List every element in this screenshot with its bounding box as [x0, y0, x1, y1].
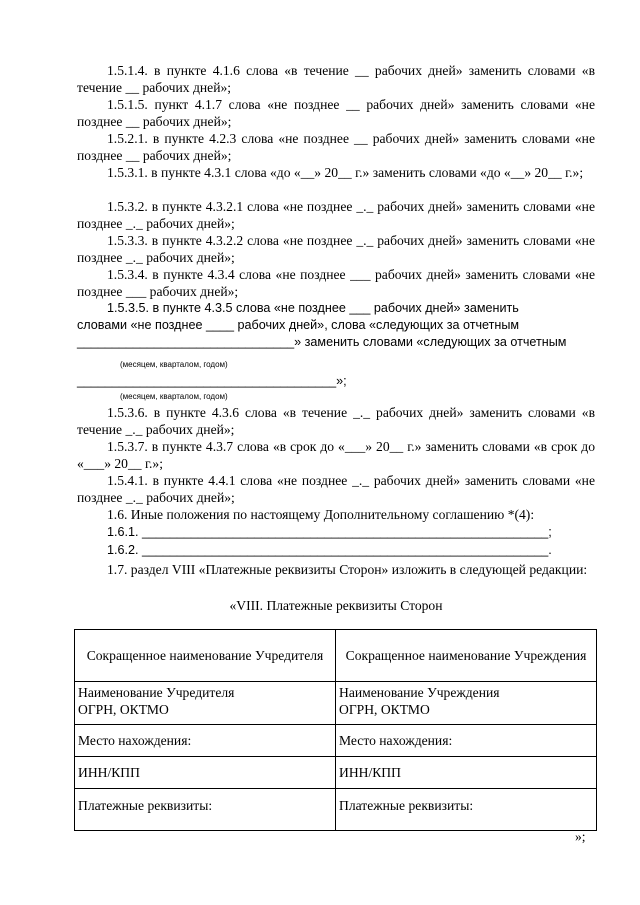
table-row	[75, 682, 597, 725]
table-row	[75, 789, 597, 831]
table-cell: Место нахождения:	[75, 725, 336, 757]
item-1-6-1: 1.6.1. __________________________________________________________;	[107, 525, 552, 539]
paragraph-1-5-3-1: 1.5.3.1. в пункте 4.3.1 слова «до «__» 20__ г.» заменить словами «до «__» 20__ г.»;	[107, 165, 584, 180]
paragraph-1-5-3-5-line2: словами «не позднее ____ рабочих дней», слова «следующих за отчетным	[77, 318, 520, 332]
paragraph-1-7: 1.7. раздел VIII «Платежные реквизиты Сторон» изложить в следующей редакции:	[107, 562, 588, 577]
paragraph-1-5-1-5: 1.5.1.5. пункт 4.1.7 слова «не позднее __ рабочих дней» заменить словами «не позднее __ рабочих дней»;	[77, 97, 595, 129]
paragraph-1-5-3-3: 1.5.3.3. в пункте 4.3.2.2 слова «не позднее _._ рабочих дней» заменить словами «не позднее _._ рабочих дней»;	[77, 233, 595, 265]
table-cell: Сокращенное наименование Учредителя	[75, 630, 336, 682]
item-1-6-2: 1.6.2. __________________________________________________________.	[107, 543, 552, 557]
table-row	[75, 630, 597, 682]
table-cell: Платежные реквизиты:	[75, 789, 336, 831]
paragraph-1-5-3-5-line4: _____________________________________»;	[77, 374, 347, 388]
caption-period-1: (месяцем, кварталом, годом)	[120, 360, 228, 369]
closing-quote: »;	[575, 829, 586, 844]
paragraph-1-5-3-5-line3: _______________________________» заменить словами «следующих за отчетным	[77, 335, 567, 349]
table-row	[75, 757, 597, 789]
table-cell: Место нахождения:	[336, 725, 597, 757]
paragraph-1-5-3-7: 1.5.3.7. в пункте 4.3.7 слова «в срок до «___» 20__ г.» заменить словами «в срок до «___» 20__ г.»;	[77, 439, 595, 471]
table-cell: Наименование Учредителя ОГРН, ОКТМО	[75, 682, 336, 725]
table-cell: ИНН/КПП	[336, 757, 597, 789]
caption-period-2: (месяцем, кварталом, годом)	[120, 392, 228, 401]
paragraph-1-5-4-1: 1.5.4.1. в пункте 4.4.1 слова «не позднее _._ рабочих дней» заменить словами «не позднее _._ рабочих дней»;	[77, 473, 595, 505]
paragraph-1-5-3-6: 1.5.3.6. в пункте 4.3.6 слова «в течение _._ рабочих дней» заменить словами «в течение _._ рабочих дней»;	[77, 405, 595, 437]
table-cell: ИНН/КПП	[75, 757, 336, 789]
section-title: «VIII. Платежные реквизиты Сторон	[229, 598, 443, 613]
paragraph-1-5-2-1: 1.5.2.1. в пункте 4.2.3 слова «не позднее __ рабочих дней» заменить словами «не позднее __ рабочих дней»;	[77, 131, 595, 163]
paragraph-1-5-1-4: 1.5.1.4. в пункте 4.1.6 слова «в течение __ рабочих дней» заменить словами «в течение __ рабочих дней»;	[77, 63, 595, 95]
table-cell: Сокращенное наименование Учреждения	[336, 630, 597, 682]
paragraph-1-5-3-2: 1.5.3.2. в пункте 4.3.2.1 слова «не позднее _._ рабочих дней» заменить словами «не позднее _._ рабочих дней»;	[77, 199, 595, 231]
payment-details-table	[74, 629, 597, 831]
table-row	[75, 725, 597, 757]
paragraph-1-5-3-4: 1.5.3.4. в пункте 4.3.4 слова «не позднее ___ рабочих дней» заменить словами «не позднее ___ рабочих дней»;	[77, 267, 595, 299]
table-cell: Платежные реквизиты:	[336, 789, 597, 831]
paragraph-1-5-3-5-line1: 1.5.3.5. в пункте 4.3.5 слова «не позднее ___ рабочих дней» заменить	[107, 301, 519, 315]
paragraph-1-6: 1.6. Иные положения по настоящему Дополнительному соглашению *(4):	[107, 507, 535, 522]
table-cell: Наименование Учреждения ОГРН, ОКТМО	[336, 682, 597, 725]
